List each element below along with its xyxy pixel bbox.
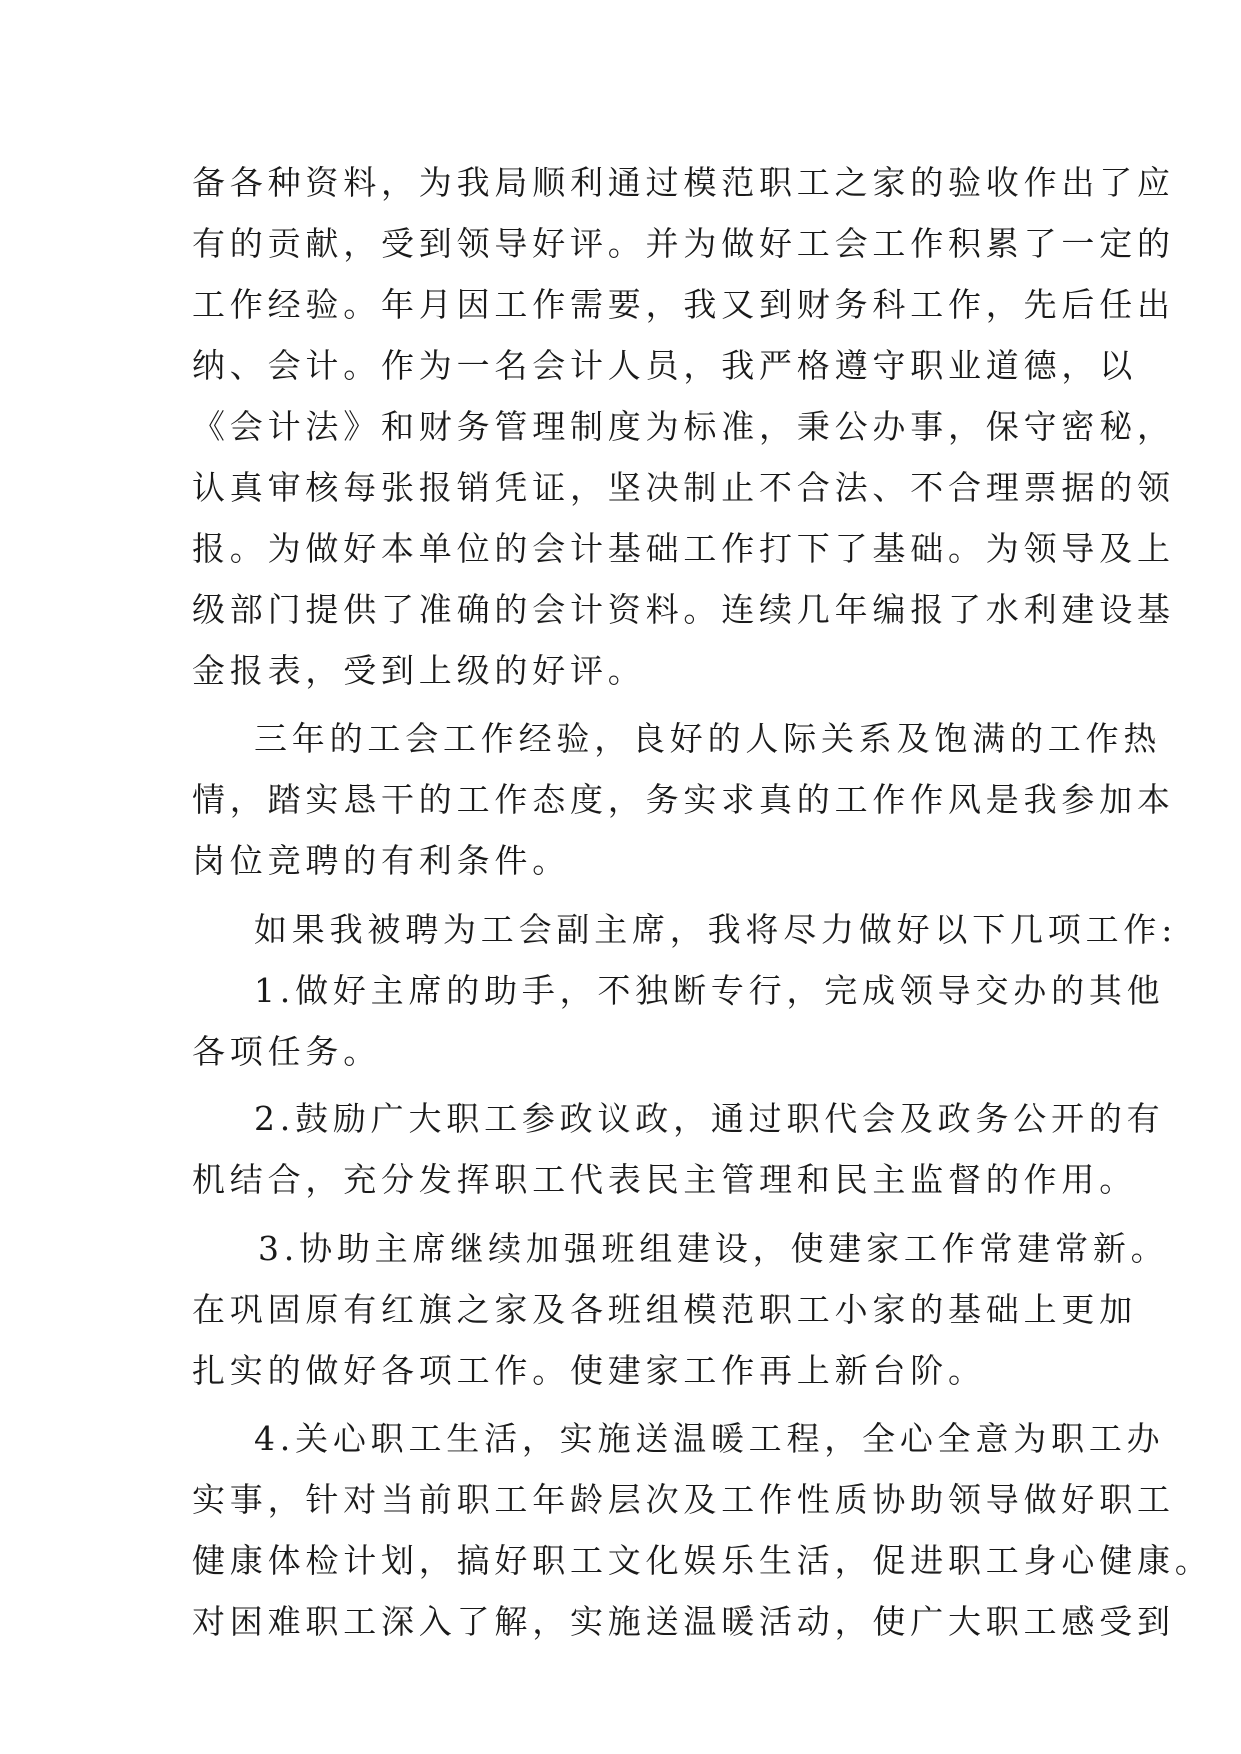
text-line: 《会计法》和财务管理制度为标准，秉公办事，保守密秘， [192,407,1175,446]
list-item-4: 4.关心职工生活，实施送温暖工程，全心全意为职工办 [254,1419,1165,1458]
text-line: 扎实的做好各项工作。使建家工作再上新台阶。 [192,1351,986,1390]
paragraph-first-line: 如果我被聘为工会副主席，我将尽力做好以下几项工作: [254,910,1178,949]
text-line: 报。为做好本单位的会计基础工作打下了基础。为领导及上 [192,529,1175,568]
text-line: 健康体检计划，搞好职工文化娱乐生活，促进职工身心健康。 [192,1541,1213,1580]
text-line: 级部门提供了准确的会计资料。连续几年编报了水利建设基 [192,590,1175,629]
list-item-2: 2.鼓励广大职工参政议政，通过职代会及政务公开的有 [254,1099,1165,1138]
text-line: 认真审核每张报销凭证，坚决制止不合法、不合理票据的领 [192,468,1175,507]
text-line: 有的贡献，受到领导好评。并为做好工会工作积累了一定的 [192,224,1175,263]
text-line: 机结合，充分发挥职工代表民主管理和民主监督的作用。 [192,1160,1137,1199]
paragraph-first-line: 三年的工会工作经验，良好的人际关系及饱满的工作热 [254,719,1162,758]
text-line: 金报表，受到上级的好评。 [192,651,646,690]
text-line: 实事，针对当前职工年龄层次及工作性质协助领导做好职工 [192,1480,1175,1519]
text-line: 对困难职工深入了解，实施送温暖活动，使广大职工感受到 [192,1602,1175,1641]
text-line: 纳、会计。作为一名会计人员，我严格遵守职业道德，以 [192,346,1137,385]
list-item-3: 3.协助主席继续加强班组建设，使建家工作常建常新。 [258,1229,1169,1268]
text-line: 情，踏实恳干的工作态度，务实求真的工作作风是我参加本 [192,780,1175,819]
text-line: 备各种资料，为我局顺利通过模范职工之家的验收作出了应 [192,163,1175,202]
text-line: 工作经验。年月因工作需要，我又到财务科工作，先后任出 [192,285,1175,324]
text-line: 在巩固原有红旗之家及各班组模范职工小家的基础上更加 [192,1290,1137,1329]
list-item-1: 1.做好主席的助手，不独断专行，完成领导交办的其他 [254,971,1165,1010]
text-line: 各项任务。 [192,1032,381,1071]
text-line: 岗位竞聘的有利条件。 [192,841,570,880]
